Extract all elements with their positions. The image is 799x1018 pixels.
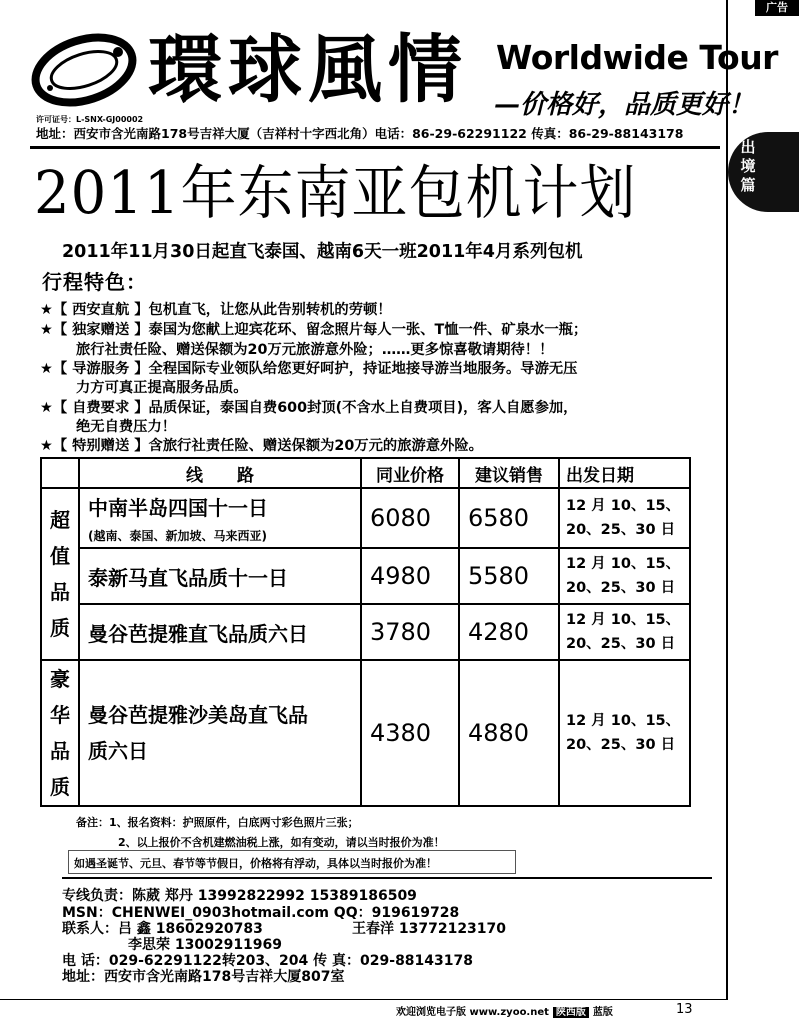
contact-line: 王春洋 13772123170 [352, 921, 507, 937]
category-cell [41, 660, 79, 806]
departure-dates [559, 488, 690, 548]
route-name: 中南半岛四国十一日 [88, 496, 268, 520]
peer-price: 3780 [361, 604, 459, 660]
route-name: 曼谷芭提雅沙美岛直飞品 [88, 703, 308, 727]
contact-line: 地址：西安市含光南路178号吉祥大厦807室 [62, 969, 345, 985]
contact-line: 李思荣 13002911969 [128, 937, 283, 953]
date-line: 20、25、30 日 [566, 580, 676, 596]
date-line: 20、25、30 日 [566, 522, 676, 538]
retail-price: 6580 [459, 488, 559, 548]
table-row [41, 488, 690, 548]
feature-line: ★【 自费要求 】品质保证，泰国自费600封顶(不含水上自费项目)，客人自愿参加， [40, 400, 578, 416]
feature-line: 旅行社责任险、赠送保额为20万元旅游意外险；……更多惊喜敬请期待！！ [76, 342, 554, 358]
route-name: 泰新马直飞品质十一日 [79, 548, 361, 604]
departure-dates [559, 548, 690, 604]
page-number: 13 [676, 1002, 693, 1017]
feature-line: ★【 西安直航 】包机直飞，让您从此告别转机的劳顿！ [40, 302, 392, 318]
page-subtitle: 2011年11月30日起直飞泰国、越南6天一班2011年4月系列包机 [62, 242, 583, 262]
date-line: 12 月 10、15、 [566, 713, 681, 729]
feature-line: ★【 独家赠送 】泰国为您献上迎宾花环、留念照片每人一张、T恤一件、矿泉水一瓶； [40, 322, 588, 338]
slogan: —价格好，品质更好！ [494, 90, 755, 120]
category-label: 豪华品质 [50, 667, 70, 799]
page-border [726, 0, 728, 1000]
brand-name-en: Worldwide Tour [496, 38, 778, 77]
departure-dates [559, 604, 690, 660]
note-line: 2、以上报价不含机建燃油税上涨，如有变动，请以当时报价为准！ [118, 836, 445, 849]
edition-badge: 陕西版 [553, 1007, 589, 1018]
date-line: 20、25、30 日 [566, 636, 676, 652]
note-line: 备注：1、报名资料：护照原件，白底两寸彩色照片三张； [76, 816, 359, 829]
footer-text [396, 1003, 613, 1018]
ad-tag: 广告 [755, 0, 799, 16]
contact-divider [62, 877, 712, 879]
route-name-cont: 质六日 [88, 739, 148, 763]
category-label: 超值品质 [50, 508, 70, 640]
route-cell [79, 660, 361, 806]
date-line: 12 月 10、15、 [566, 612, 681, 628]
retail-price: 5580 [459, 548, 559, 604]
footer-edition: 蓝版 [592, 1007, 613, 1018]
table-row [41, 548, 690, 604]
date-line: 12 月 10、15、 [566, 498, 681, 514]
table-header: 出发日期 [559, 458, 690, 488]
table-header: 同业价格 [361, 458, 459, 488]
table-header: 建议销售 [459, 458, 559, 488]
side-tab-label: 出境篇 [740, 138, 756, 194]
company-address-line: 地址：西安市含光南路178号吉祥大厦（吉祥村十字西北角）电话：86-29-62291122 传真：86-29-88143178 [36, 126, 684, 141]
feature-line: 绝无自费压力！ [76, 419, 177, 435]
footer-website: 欢迎浏览电子版 www.zyoo.net [396, 1007, 549, 1018]
route-countries: (越南、泰国、新加坡、马来西亚) [88, 529, 267, 543]
contact-line: 专线负责：陈葳 郑丹 13992822992 15389186509 [62, 888, 417, 904]
table-row [41, 660, 690, 806]
contact-line: 电 话：029-62291122转203、204 传 真：029-88143178 [62, 953, 473, 969]
date-line: 12 月 10、15、 [566, 556, 681, 572]
peer-price: 4980 [361, 548, 459, 604]
features-heading: 行程特色： [42, 270, 147, 294]
route-name: 曼谷芭提雅直飞品质六日 [79, 604, 361, 660]
feature-line: 力方可真正提高服务品质。 [76, 380, 248, 396]
globe-logo-icon [30, 30, 138, 110]
contact-line: 联系人：吕 鑫 18602920783 [62, 921, 263, 937]
peer-price: 6080 [361, 488, 459, 548]
footer-divider [0, 999, 728, 1000]
page-title: 2011年东南亚包机计划 [34, 159, 637, 228]
license-number: 许可证号：L-SNX-GJ00002 [36, 115, 144, 124]
route-cell [79, 488, 361, 548]
retail-price: 4280 [459, 604, 559, 660]
peer-price: 4380 [361, 660, 459, 806]
side-tab [728, 132, 799, 212]
contact-line: MSN：CHENWEI_0903hotmail.com QQ：919619728 [62, 905, 460, 921]
category-cell [41, 488, 79, 660]
table-corner [41, 458, 79, 488]
date-line: 20、25、30 日 [566, 737, 676, 753]
feature-line: ★【 特别赠送 】含旅行社责任险、赠送保额为20万元的旅游意外险。 [40, 438, 483, 454]
brand-name-cn: 環球風情 [148, 27, 468, 113]
retail-price: 4880 [459, 660, 559, 806]
holiday-note: 如遇圣诞节、元旦、春节等节假日，价格将有浮动，具体以当时报价为准！ [74, 857, 437, 870]
table-row [41, 604, 690, 660]
header-divider [30, 146, 720, 149]
departure-dates [559, 660, 690, 806]
table-header: 线 路 [79, 458, 361, 488]
price-table [40, 457, 691, 807]
feature-line: ★【 导游服务 】全程国际专业领队给您更好呵护，持证地接导游当地服务。导游无压 [40, 361, 578, 377]
